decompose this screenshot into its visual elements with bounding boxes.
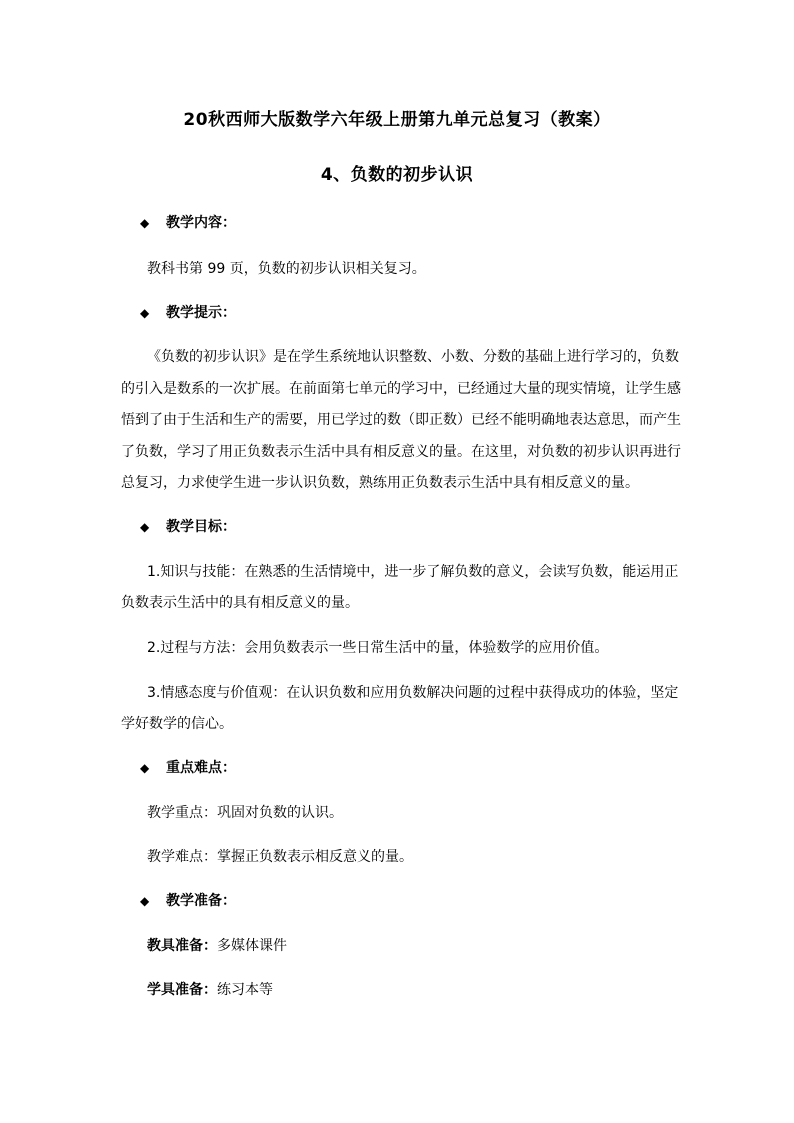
key-difficulty-line: 教学难点：掌握正负数表示相反意义的量。 <box>147 849 413 865</box>
section-heading-key-points <box>140 757 236 777</box>
diamond-bullet-icon: ◆ <box>140 520 150 534</box>
section-heading-hints <box>140 302 236 322</box>
diamond-bullet-icon: ◆ <box>140 761 150 775</box>
hints-line: 的引入是数系的一次扩展。在前面第七单元的学习中，已经通过大量的现实情境，让学生感 <box>121 381 681 397</box>
goal-item-line: 2.过程与方法：会用负数表示一些日常生活中的量，体验数学的应用价值。 <box>147 640 609 656</box>
content-line: 教科书第 99 页，负数的初步认识相关复习。 <box>147 261 426 277</box>
document-title: 20秋西师大版数学六年级上册第九单元总复习（教案） <box>183 110 611 130</box>
student-preparation-line <box>147 979 273 999</box>
goal-item-line: 学好数学的信心。 <box>121 716 233 732</box>
heading-text: 教学目标： <box>166 519 236 535</box>
document-subtitle: 4、负数的初步认识 <box>320 165 474 185</box>
heading-text: 教学提示： <box>166 305 236 321</box>
hints-line: 《负数的初步认识》是在学生系统地认识整数、小数、分数的基础上进行学习的，负数 <box>147 349 679 365</box>
diamond-bullet-icon: ◆ <box>140 894 150 908</box>
student-preparation-label: 学具准备： <box>147 982 217 998</box>
heading-text: 教学内容： <box>166 215 236 231</box>
goal-item-line: 3.情感态度与价值观：在认识负数和应用负数解决问题的过程中获得成功的体验，坚定 <box>147 685 679 701</box>
key-point-line: 教学重点：巩固对负数的认识。 <box>147 805 343 821</box>
goal-item-line: 负数表示生活中的具有相反意义的量。 <box>121 595 359 611</box>
section-heading-goals <box>140 516 236 536</box>
section-heading-content <box>140 212 236 232</box>
teacher-preparation-label: 教具准备： <box>147 938 217 954</box>
teacher-preparation-value: 多媒体课件 <box>217 938 287 954</box>
teacher-preparation-line <box>147 935 287 955</box>
goal-item-line: 1.知识与技能：在熟悉的生活情境中，进一步了解负数的意义，会读写负数，能运用正 <box>147 564 679 580</box>
heading-text: 教学准备： <box>166 893 236 909</box>
hints-line: 悟到了由于生活和生产的需要，用已学过的数（即正数）已经不能明确地表达意思，而产生 <box>121 412 681 428</box>
hints-line: 了负数，学习了用正负数表示生活中具有相反意义的量。在这里，对负数的初步认识再进行 <box>121 444 681 460</box>
diamond-bullet-icon: ◆ <box>140 306 150 320</box>
heading-text: 重点难点： <box>166 760 236 776</box>
section-heading-preparation <box>140 890 236 910</box>
hints-line: 总复习，力求使学生进一步认识负数，熟练用正负数表示生活中具有相反意义的量。 <box>121 475 639 491</box>
diamond-bullet-icon: ◆ <box>140 216 150 230</box>
student-preparation-value: 练习本等 <box>217 982 273 998</box>
